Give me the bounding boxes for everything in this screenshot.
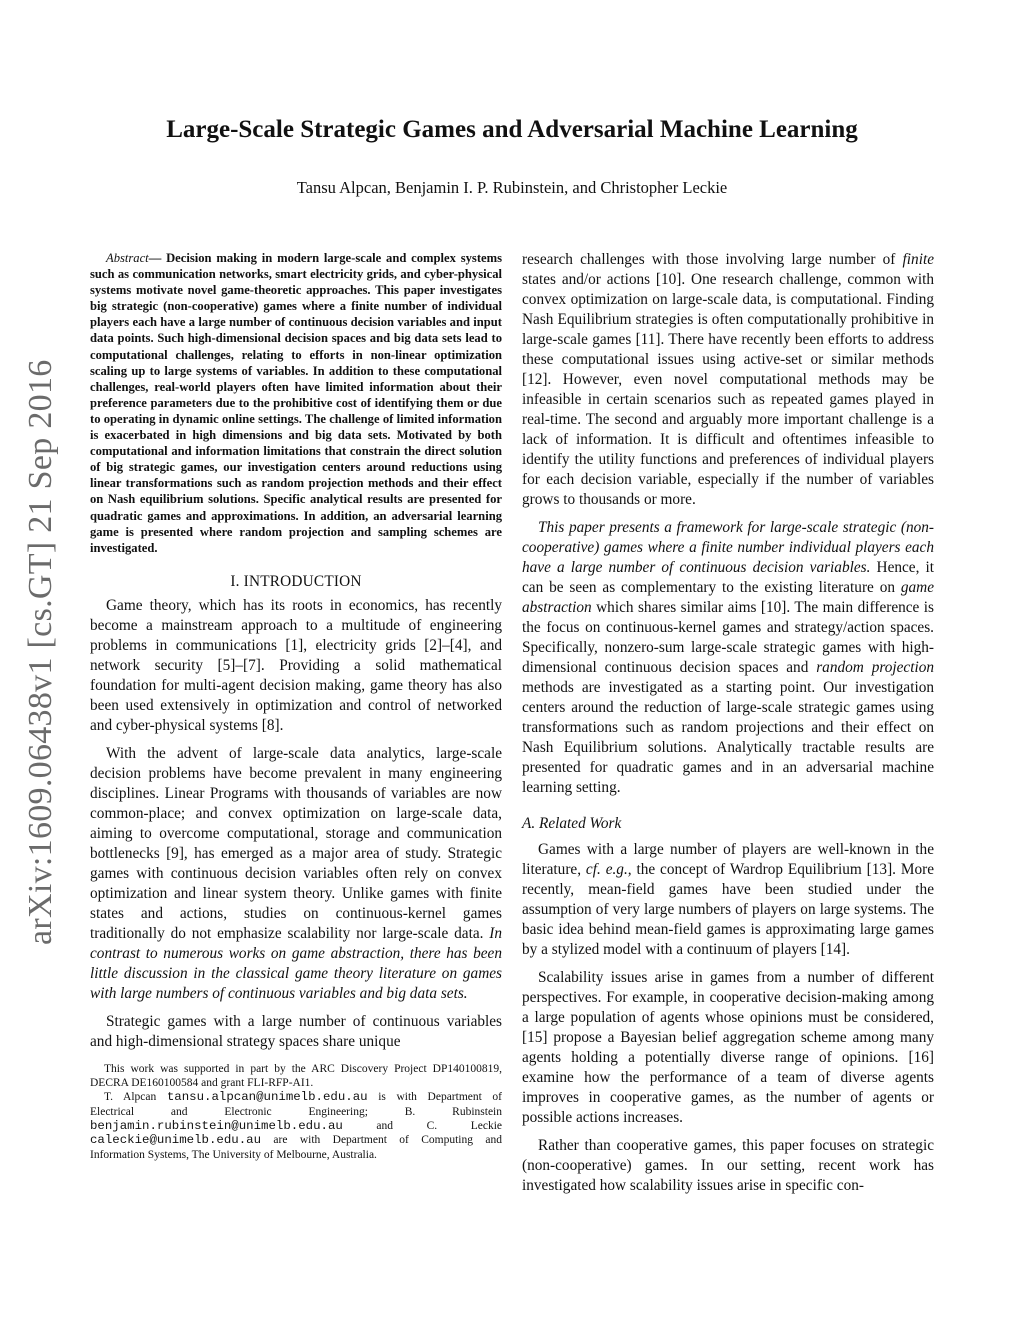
abstract	[90, 250, 502, 556]
abstract-text: — Decision making in modern large-scale and complex systems such as communication networks, smart electricity grids, and cyber-physical systems motivate novel game-theoretic approaches. This paper investigates big strategic (non-cooperative) games where a finite number of individual players each have a large number of continuous decision variables and input data points. Such high-dimensional decision spaces and big data sets lead to computational challenges, relating to efforts in non-linear optimization scaling up to large systems of variables. In addition to these computational challenges, real-world players often have limited information about their preference parameters due to the prohibitive cost of identifying them or due to operating in dynamic online settings. The challenge of limited information is exacerbated in high dimensions and big data sets. Motivated by both computational and information limitations that constrain the direct solution of big strategic games, our investigation centers around reductions using linear transformations such as random projection methods and their effect on Nash equilibrium solutions. Specific analytical results are presented for quadratic games and approximations. In addition, an adversarial learning game is presented where random projection and sampling schemes are investigated.	[90, 251, 502, 555]
right-paragraph-1	[522, 250, 934, 510]
right-paragraph-5: Rather than cooperative games, this paper focuses on strategic (non-cooperative) games. In our setting, recent work has investigated how scalability issues arise in specific con-	[522, 1137, 934, 1194]
intro-paragraph-3: Strategic games with a large number of continuous variables and high-dimensional strategy spaces share unique	[90, 1012, 502, 1050]
footnote-text-c: and C. Leckie	[342, 1119, 502, 1132]
right-paragraph-3	[522, 840, 934, 960]
right-paragraph-2-emphasis-2: game abstraction	[522, 579, 934, 616]
abstract-label: Abstract	[106, 251, 149, 265]
right-paragraph-3-text-b: the concept of Wardrop Equilibrium [13]. More recently, mean-field games have been studied under the assumption of very large numbers of players on large systems. The basic idea behind mean-field games is approximating large games by a stylized model with a continuum of players [14].	[522, 861, 935, 958]
intro-paragraph-2	[90, 744, 502, 1004]
intro-paragraph-1: Game theory, which has its roots in economics, has recently become a mainstream approach to a multitude of engineering problems in communications [1], electricity grids [2]–[4], and network security [5]–[7]. Providing a solid mathematical foundation for multi-agent decision making, game theory has also been used extensively in optimization and control of networked and cyber-physical systems [8].	[90, 596, 502, 734]
right-column	[522, 250, 934, 1196]
right-paragraph-2-emphasis-3: random projection	[816, 659, 935, 676]
footnote-text-a: T. Alpcan	[104, 1091, 167, 1104]
right-paragraph-3-emphasis-2: e.g.,	[605, 861, 632, 878]
intro-paragraph-2-text: With the advent of large-scale data analytics, large-scale decision problems have become prevalent in many engineering disciplines. Linear Programs with thousands of variables are now common-place; and convex optimization on large-scale data, aiming to overcome computational, storage and communication bottlenecks [9], has emerged as a major area of study. Strategic games with continuous decision variables often rely on convex optimization and linear system theory. Unlike games with finite states and actions, studies on continuous-kernel games traditionally do not emphasize scalability nor large-scale data.	[90, 744, 502, 942]
section-heading-introduction: I. INTRODUCTION	[230, 572, 362, 590]
email-leckie: caleckie@unimelb.edu.au	[90, 1133, 262, 1148]
right-paragraph-1-emphasis: finite	[902, 251, 934, 268]
left-column	[90, 250, 502, 1162]
right-paragraph-2-text-a: Hence, it can be seen as complementary to the existing literature on	[522, 559, 934, 596]
arxiv-identifier-stamp: arXiv:1609.06438v1 [cs.GT] 21 Sep 2016	[22, 359, 59, 945]
email-rubinstein: benjamin.rubinstein@unimelb.edu.au	[90, 1118, 343, 1133]
right-paragraph-2	[522, 518, 934, 798]
right-paragraph-4: Scalability issues arise in games from a number of different perspectives. For example, in cooperative decision-making among a large population of agents whose opinions must be considered, [15] propose a Bayesian belief aggregation scheme among many agents holding a potentially diverse range of opinions. [16] examine how the performance of a team of diverse agents improves in cooperative games, as the number of agents or possible actions increases.	[522, 969, 934, 1126]
right-paragraph-3-text-a: Games with a large number of players are well-known in the literature,	[522, 841, 934, 878]
intro-paragraph-2-emphasis: In contrast to numerous works on game abstraction, there has been little discussion in the classical game theory literature on games with large numbers of continuous variables and big data sets.	[90, 924, 502, 1002]
right-paragraph-2-emphasis-1: This paper presents a framework for large-scale strategic (non-cooperative) games where a finite number individual players each have a large number of continuous decision variables.	[522, 519, 934, 576]
footnote-affiliations	[90, 1090, 502, 1161]
subsection-heading-related-work: A. Related Work	[522, 815, 622, 832]
right-paragraph-1-text-b: states and/or actions [10]. One research challenge, common with convex optimization on large-scale data, is computational. Finding Nash Equilibrium strategies is often computationally prohibitive in large-scale games [11]. There have recently been efforts to address these computational issues using active-set or similar methods [12]. However, even novel computational methods may be infeasible in certain scenarios such as repeated games played in real-time. The second and arguably more important challenge is a lack of information. It is difficult and oftentimes infeasible to identify the utility functions and preferences of individual players for each decision variable, especially if the number of variables grows to thousands or more.	[522, 271, 934, 508]
right-paragraph-3-emphasis-1: cf.	[585, 861, 601, 878]
footnotes	[90, 1062, 502, 1162]
paper-title: Large-Scale Strategic Games and Adversarial Machine Learning	[166, 116, 858, 143]
footnote-text-d: are with Department of Computing and Information Systems, The University of Melbourne, Australia.	[90, 1134, 502, 1161]
email-alpcan: tansu.alpcan@unimelb.edu.au	[166, 1090, 368, 1105]
right-paragraph-1-text-a: research challenges with those involving large number of	[522, 251, 903, 268]
footnote-funding: This work was supported in part by the ARC Discovery Project DP140100819, DECRA DE160100584 and grant FLI-RFP-AI1.	[90, 1062, 502, 1090]
author-list: Tansu Alpcan, Benjamin I. P. Rubinstein, and Christopher Leckie	[296, 178, 728, 197]
footnote-text-b: is with Department of Electrical and Electronic Engineering; B. Rubinstein	[90, 1091, 503, 1118]
right-paragraph-2-text-c: methods are investigated as a starting point. Our investigation centers around the reduction of large-scale strategic games using transformations such as random projections and their effect on Nash Equilibrium solutions. Analytically tractable results are presented for quadratic games and in an adversarial machine learning setting.	[522, 679, 934, 796]
right-paragraph-2-text-b: which shares similar aims [10]. The main difference is the focus on continuous-kernel games and strategy/action spaces. Specifically, nonzero-sum large-scale strategic games with high-dimensional continuous decision spaces and	[522, 599, 934, 676]
